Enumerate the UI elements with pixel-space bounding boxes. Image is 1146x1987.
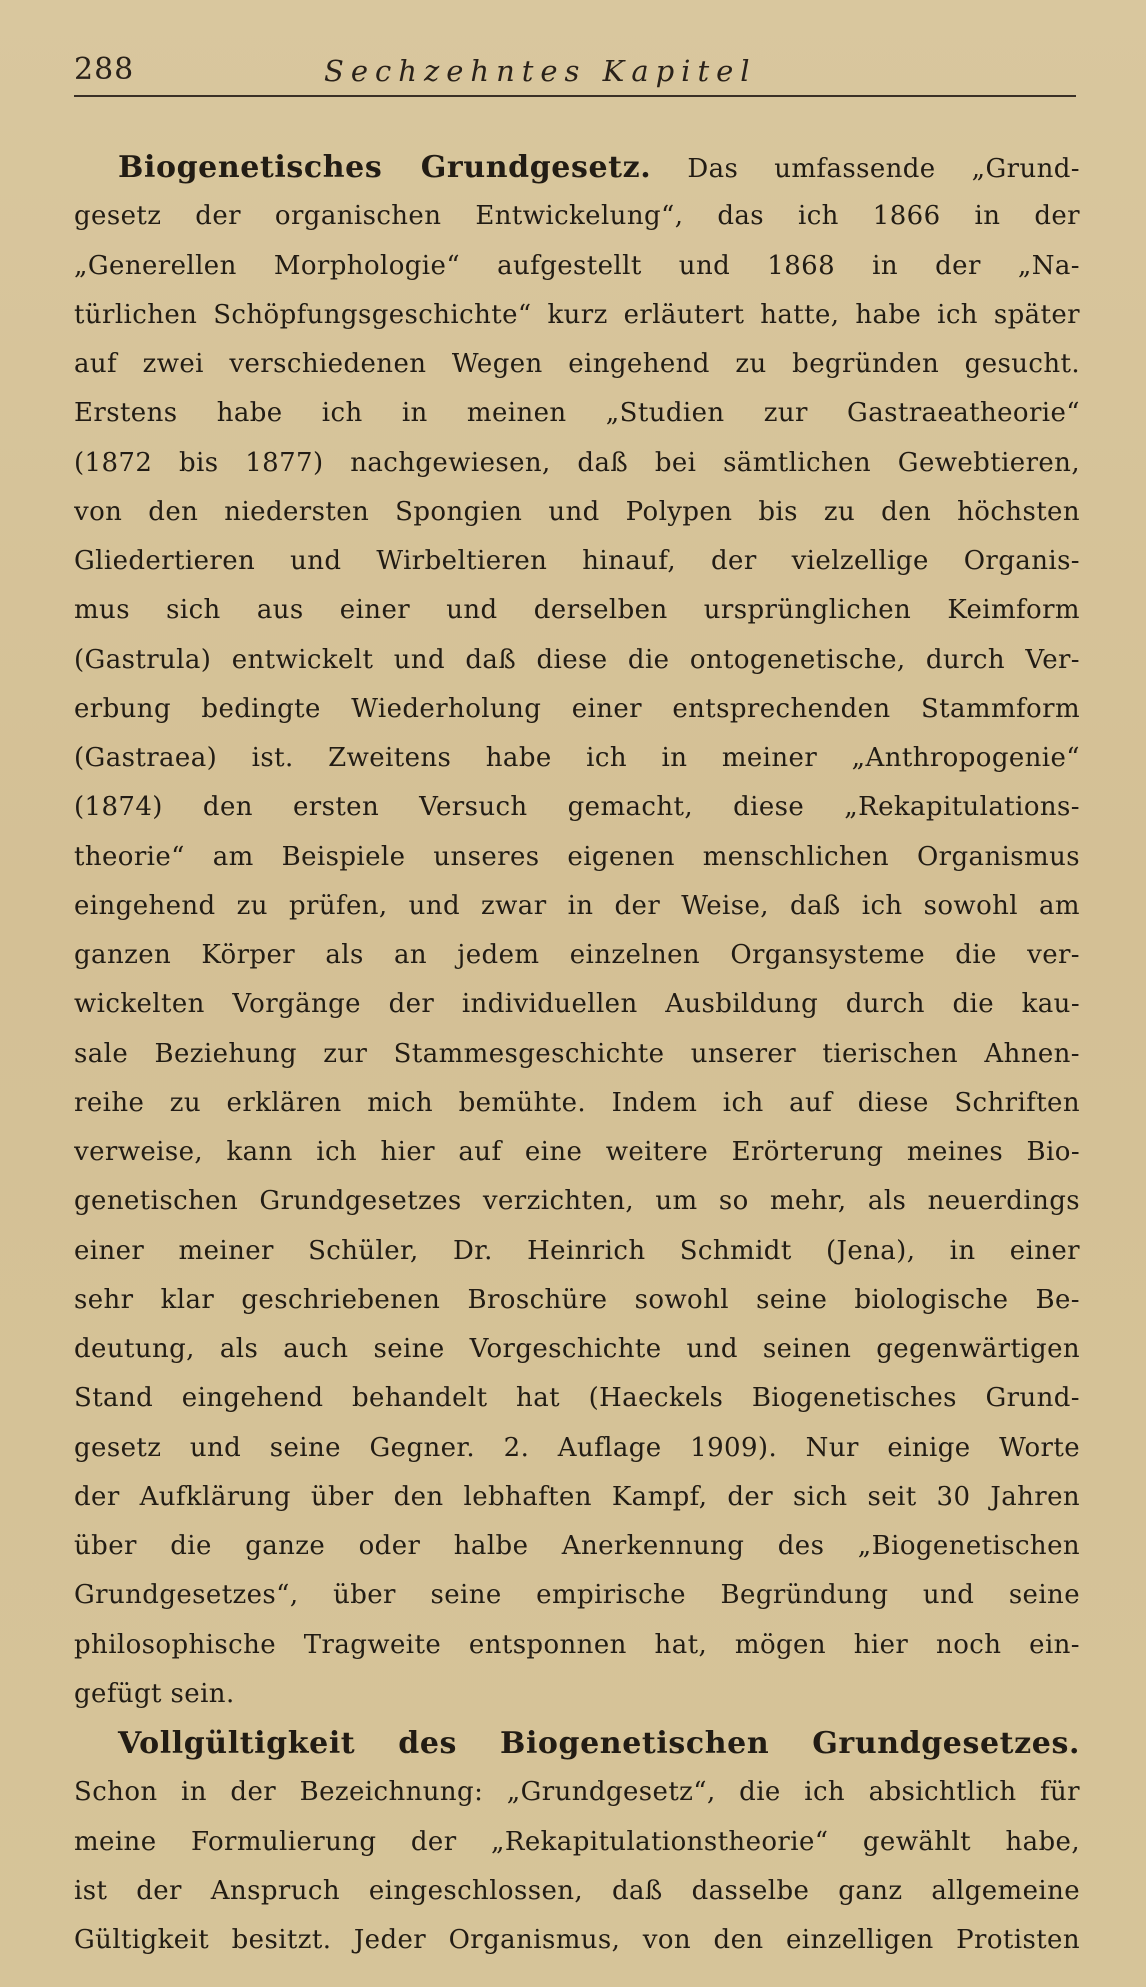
text-line: ganzen Körper als an jedem einzelnen Organsysteme die ver-	[74, 940, 1080, 970]
text-line: verweise, kann ich hier auf eine weitere Erörterung meines Bio-	[74, 1137, 1080, 1167]
text-line: sale Beziehung zur Stammesgeschichte unserer tierischen Ahnen-	[74, 1038, 1080, 1069]
page-number: 288	[74, 52, 135, 87]
paragraph-heading: Biogenetisches Grundgesetz.	[118, 150, 652, 185]
text-line: Gültigkeit besitzt. Jeder Organismus, von den einzelligen Protisten	[74, 1925, 1080, 1955]
text-line: ist der Anspruch eingeschlossen, daß dasselbe ganz allgemeine	[74, 1875, 1080, 1906]
text-line-segment: Das umfassende „Grund-	[687, 154, 1080, 184]
text-line: deutung, als auch seine Vorgeschichte und seinen gegenwärtigen	[74, 1334, 1080, 1364]
text-line: philosophische Tragweite entsponnen hat, mögen hier noch ein-	[74, 1629, 1080, 1660]
text-line: gesetz der organischen Entwickelung“, das ich 1866 in der	[74, 201, 1080, 232]
text-line: theorie“ am Beispiele unseres eigenen menschlichen Organismus	[74, 841, 1080, 872]
text-line: türlichen Schöpfungsgeschichte“ kurz erläutert hatte, habe ich später	[74, 299, 1080, 330]
text-line: reihe zu erklären mich bemühte. Indem ich auf diese Schriften	[74, 1087, 1080, 1118]
page-header	[74, 52, 1076, 100]
body-text	[74, 143, 1080, 1965]
text-line: einer meiner Schüler, Dr. Heinrich Schmidt (Jena), in einer	[74, 1235, 1080, 1266]
header-rule	[74, 95, 1076, 97]
text-line	[74, 143, 1080, 192]
text-line: (1874) den ersten Versuch gemacht, diese „Rekapitulations-	[74, 792, 1080, 823]
text-line: auf zwei verschiedenen Wegen eingehend zu begründen gesucht.	[74, 349, 1080, 379]
text-line: (Gastraea) ist. Zweitens habe ich in meiner „Anthropogenie“	[74, 743, 1080, 773]
text-line: mus sich aus einer und derselben ursprünglichen Keimform	[74, 595, 1080, 626]
text-line: Schon in der Bezeichnung: „Grundgesetz“, die ich absichtlich für	[74, 1777, 1080, 1808]
text-line: genetischen Grundgesetzes verzichten, um so mehr, als neuerdings	[74, 1186, 1080, 1217]
text-line: über die ganze oder halbe Anerkennung des „Biogenetischen	[74, 1531, 1080, 1561]
text-line: erbung bedingte Wiederholung einer entsprechenden Stammform	[74, 693, 1080, 724]
text-line	[74, 1719, 1080, 1768]
text-line: Grundgesetzes“, über seine empirische Begründung und seine	[74, 1580, 1080, 1611]
text-line: wickelten Vorgänge der individuellen Ausbildung durch die kau-	[74, 989, 1080, 1020]
text-line: (Gastrula) entwickelt und daß diese die ontogenetische, durch Ver-	[74, 644, 1080, 675]
text-line: meine Formulierung der „Rekapitulationstheorie“ gewählt habe,	[74, 1826, 1080, 1857]
text-line: Erstens habe ich in meinen „Studien zur Gastraeatheorie“	[74, 398, 1080, 429]
text-line: „Generellen Morphologie“ aufgestellt und 1868 in der „Na-	[74, 250, 1080, 281]
text-line: gesetz und seine Gegner. 2. Auflage 1909). Nur einige Worte	[74, 1432, 1080, 1463]
text-line: sehr klar geschriebenen Broschüre sowohl seine biologische Be-	[74, 1284, 1080, 1315]
text-line: eingehend zu prüfen, und zwar in der Weise, daß ich sowohl am	[74, 890, 1080, 921]
text-line: (1872 bis 1877) nachgewiesen, daß bei sämtlichen Gewebtieren,	[74, 447, 1080, 478]
text-line: gefügt sein.	[74, 1678, 235, 1709]
running-head: Sechzehntes Kapitel	[324, 54, 757, 88]
text-line: Gliedertieren und Wirbeltieren hinauf, der vielzellige Organis-	[74, 546, 1080, 576]
text-line: Stand eingehend behandelt hat (Haeckels Biogenetisches Grund-	[74, 1383, 1080, 1414]
text-line: von den niedersten Spongien und Polypen bis zu den höchsten	[74, 496, 1080, 527]
paragraph-heading: Vollgültigkeit des Biogenetischen Grundgesetzes.	[118, 1726, 1080, 1761]
text-line: der Aufklärung über den lebhaften Kampf, der sich seit 30 Jahren	[74, 1481, 1080, 1512]
